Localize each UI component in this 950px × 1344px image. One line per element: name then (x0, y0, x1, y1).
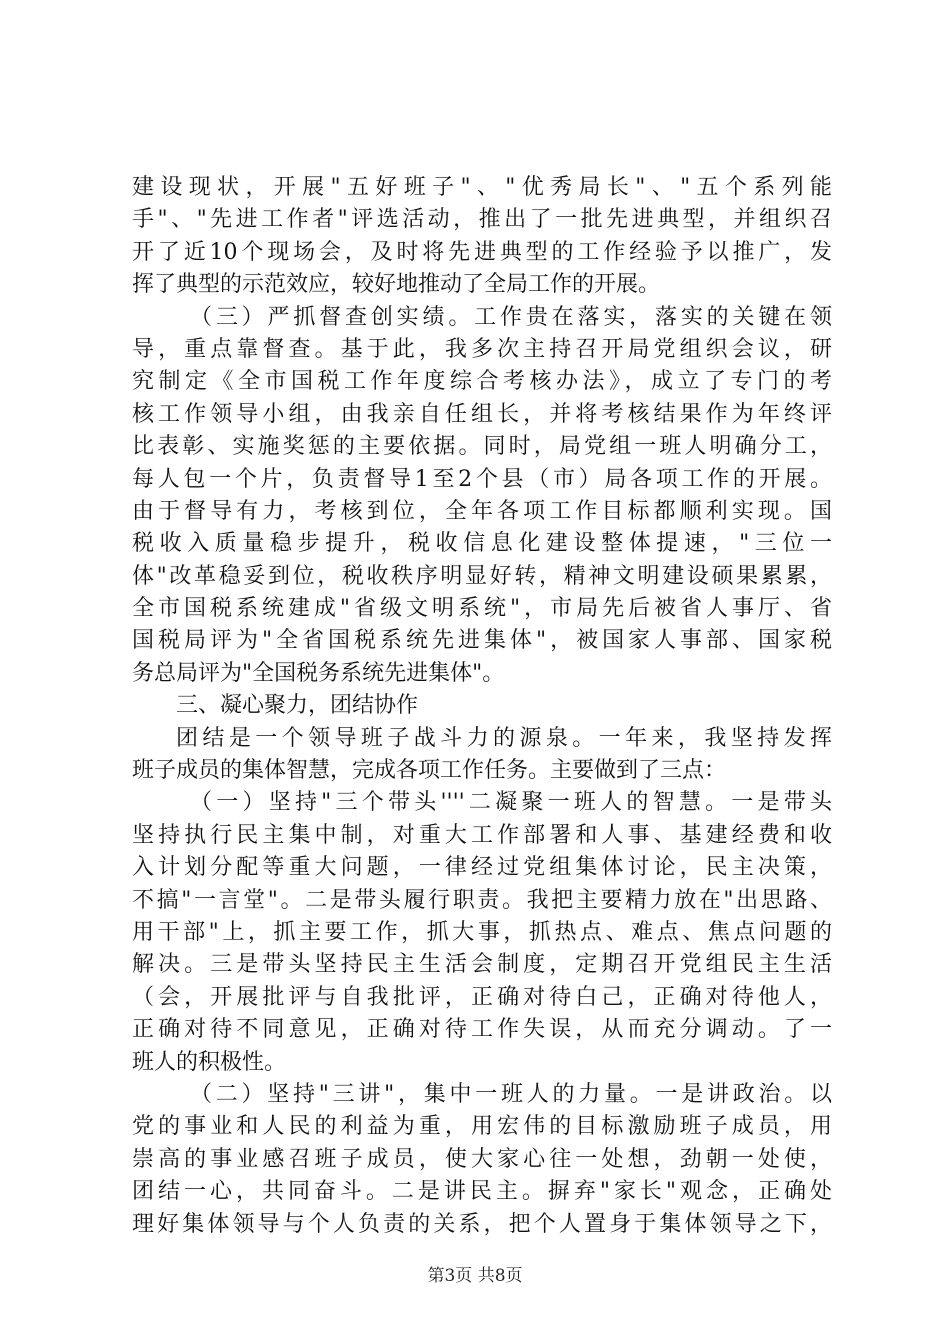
text-line: 税收入质量稳步提升，税收信息化建设整体提速，"三位一 (132, 531, 832, 557)
text-line: （三）严抓督查创实绩。工作贵在落实，落实的关键在领 (190, 304, 832, 330)
body-text (132, 172, 832, 1241)
text-line: 开了近10个现场会，及时将先进典型的工作经验予以推广，发 (132, 239, 832, 265)
text-line: 究制定《全市国税工作年度综合考核办法》，成立了专门的考 (132, 369, 832, 395)
text-line: 体"改革稳妥到位，税收秩序明显好转，精神文明建设硕果累累， (132, 563, 832, 589)
text-line: （一）坚持"三个带头''''二凝聚一班人的智慧。一是带头 (190, 790, 832, 816)
text-line: 手"、"先进工作者"评选活动，推出了一批先进典型，并组织召 (132, 207, 832, 233)
text-line: 崇高的事业感召班子成员，使大家心往一处想，劲朝一处使， (132, 1146, 832, 1172)
section-heading: 三、凝心聚力，团结协作 (176, 693, 419, 719)
text-line: （二）坚持"三讲"，集中一班人的力量。一是讲政治。以 (190, 1081, 832, 1107)
text-line: 国税局评为"全省国税系统先进集体"，被国家人事部、国家税 (132, 628, 832, 654)
text-line: 团结一心，共同奋斗。二是讲民主。摒弃"家长"观念，正确处 (132, 1179, 832, 1205)
text-line: 入计划分配等重大问题，一律经过党组集体讨论，民主决策， (132, 855, 832, 881)
text-line: 比表彰、实施奖惩的主要依据。同时，局党组一班人明确分工， (132, 434, 832, 460)
text-line: 全市国税系统建成"省级文明系统"，市局先后被省人事厅、省 (132, 596, 832, 622)
text-line: 班子成员的集体智慧，完成各项工作任务。主要做到了三点： (132, 758, 727, 784)
text-line: 解决。三是带头坚持民主生活会制度，定期召开党组民主生活 (132, 952, 832, 978)
page-number-footer: 第3页 共8页 (427, 1266, 523, 1286)
text-line: 建设现状，开展"五好班子"、"优秀局长"、"五个系列能 (132, 175, 832, 200)
text-line: （会，开展批评与自我批评，正确对待白己，正确对待他人， (132, 984, 832, 1010)
text-line: 挥了典型的示范效应，较好地推动了全局工作的开展。 (132, 272, 661, 298)
text-line: 正确对待不同意见，正确对待工作失误，从而充分调动。了一 (132, 1017, 832, 1043)
text-line: 由于督导有力，考核到位，全年各项工作目标都顺利实现。国 (132, 498, 832, 524)
text-line: 务总局评为"全国税务系统先进集体"。 (132, 660, 505, 686)
text-line: 团结是一个领导班子战斗力的源泉。一年来，我坚持发挥 (176, 725, 832, 751)
text-line: 党的事业和人民的利益为重，用宏伟的目标激励班子成员，用 (132, 1114, 832, 1140)
text-line: 理好集体领导与个人负责的关系，把个人置身于集体领导之下， (132, 1211, 832, 1237)
text-line: 坚持执行民主集中制，对重大工作部署和人事、基建经费和收 (132, 822, 832, 848)
text-line: 班人的积极性。 (132, 1049, 287, 1075)
text-line: 用干部"上，抓主要工作，抓大事，抓热点、难点、焦点问题的 (132, 919, 832, 945)
text-line: 导，重点靠督查。基于此，我多次主持召开局党组织会议，研 (132, 336, 832, 362)
text-line: 不搞"一言堂"。二是带头履行职责。我把主要精力放在"出思路、 (132, 887, 832, 913)
text-line: 每人包一个片，负责督导1至2个县（市）局各项工作的开展。 (132, 466, 832, 492)
text-line: 核工作领导小组，由我亲自任组长，并将考核结果作为年终评 (132, 401, 832, 427)
